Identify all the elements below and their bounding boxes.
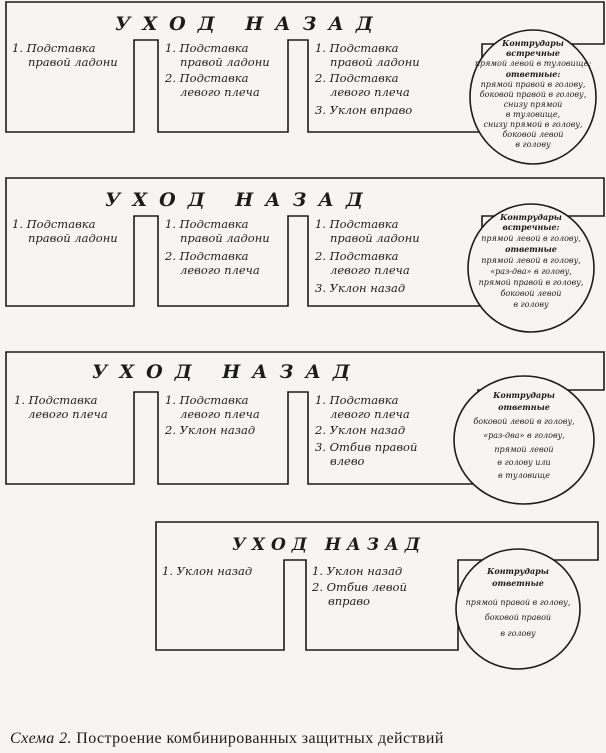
counter-line: ответные xyxy=(492,578,544,588)
step-line: 1. Подставка xyxy=(12,217,96,231)
diagram-3-step-3 xyxy=(314,393,417,468)
step-line: левого плеча xyxy=(330,85,410,99)
counter-line: прямой правой в голову, xyxy=(478,278,584,287)
counter-line: прямой левой в голову, xyxy=(481,234,581,243)
counter-line: в голову xyxy=(513,300,549,309)
step-line: 1. Уклон назад xyxy=(162,564,253,578)
step-line: 1. Подставка xyxy=(165,217,249,231)
step-line: 2. Подставка xyxy=(315,71,399,85)
step-line: правой ладони xyxy=(180,231,270,245)
diagram-1-step-3 xyxy=(314,41,420,117)
step-line: 2. Подставка xyxy=(315,249,399,263)
counter-line: боковой правой в голову, xyxy=(479,90,587,99)
diagram-4 xyxy=(156,522,598,669)
counter-line: боковой левой xyxy=(500,289,562,298)
step-line: 1. Подставка xyxy=(165,393,249,407)
counter-line: прямой левой в туловище; xyxy=(474,59,592,68)
step-line: 3. Отбив правой xyxy=(315,440,418,454)
diagram-3-step-2 xyxy=(164,393,260,437)
counter-line: в туловище xyxy=(498,471,550,480)
diagram-3 xyxy=(6,352,604,504)
caption-text: Построение комбинированных защитных действий xyxy=(76,730,444,747)
counter-line: ответные: xyxy=(505,69,561,79)
counter-line: снизу прямой xyxy=(503,100,563,109)
counter-line: Контрудары xyxy=(493,390,555,400)
counter-line: в голову xyxy=(515,140,551,149)
step-line: левого плеча xyxy=(180,263,260,277)
step-line: влево xyxy=(330,454,365,468)
step-line: 2. Подставка xyxy=(165,249,249,263)
step-line: 1. Подставка xyxy=(12,41,96,55)
step-line: 1. Подставка xyxy=(315,217,399,231)
counter-line: прямой левой xyxy=(494,445,554,454)
counter-line: Контрудары xyxy=(500,212,562,222)
counter-line: боковой левой в голову, xyxy=(473,417,575,426)
counter-line: в голову или xyxy=(497,458,551,467)
counter-line: прямой правой в голову, xyxy=(480,80,586,89)
diagram-1-step-2 xyxy=(164,41,270,99)
step-line: вправо xyxy=(328,594,370,608)
counter-line: «раз-два» в голову, xyxy=(483,431,565,440)
step-line: левого плеча xyxy=(330,407,410,421)
step-line: 1. Подставка xyxy=(315,41,399,55)
figure-caption xyxy=(10,730,606,748)
step-line: 1. Уклон назад xyxy=(312,564,403,578)
diagram-4-step-1 xyxy=(162,564,252,578)
diagram-2-step-2 xyxy=(164,217,270,277)
step-line: 2. Уклон назад xyxy=(165,423,256,437)
counter-line: прямой левой в голову, xyxy=(481,256,581,265)
step-line: левого плеча xyxy=(180,85,260,99)
diagram-1-step-1 xyxy=(12,41,118,69)
step-line: правой ладони xyxy=(28,55,118,69)
diagram-2-step-1 xyxy=(12,217,118,245)
step-line: правой ладони xyxy=(180,55,270,69)
counter-line: боковой левой xyxy=(502,130,564,139)
step-line: правой ладони xyxy=(330,231,420,245)
diagram-3-header: УХОД НАЗАД xyxy=(92,361,362,383)
diagram-4-step-2 xyxy=(311,564,407,608)
diagram-3-step-1 xyxy=(14,393,108,421)
diagram-4-header: УХОД НАЗАД xyxy=(232,535,426,555)
step-line: 1. Подставка xyxy=(315,393,399,407)
counter-line: в туловище, xyxy=(505,110,561,119)
step-line: 1. Подставка xyxy=(165,41,249,55)
step-line: правой ладони xyxy=(330,55,420,69)
counter-line: встречные: xyxy=(502,222,560,232)
step-line: 2. Отбив левой xyxy=(312,580,407,594)
counter-line: в голову xyxy=(500,629,536,638)
step-line: 3. Уклон вправо xyxy=(315,103,413,117)
diagram-2-header: УХОД НАЗАД xyxy=(105,189,375,211)
caption-lead: Схема 2. xyxy=(10,730,72,747)
step-line: 2. Подставка xyxy=(165,71,249,85)
counter-line: ответные xyxy=(498,402,550,412)
counter-line: Контрудары xyxy=(502,38,564,48)
counter-line: «раз-два» в голову, xyxy=(490,267,572,276)
counter-line: Контрудары xyxy=(487,566,549,576)
diagram-2-step-3 xyxy=(314,217,420,295)
step-line: 2. Уклон назад xyxy=(315,423,406,437)
diagram-1-header: УХОД НАЗАД xyxy=(115,13,385,35)
counter-line: ответные xyxy=(505,244,557,254)
step-line: 3. Уклон назад xyxy=(315,281,406,295)
step-line: 1. Подставка xyxy=(14,393,98,407)
step-line: левого плеча xyxy=(330,263,410,277)
diagram-1 xyxy=(6,2,604,164)
step-line: правой ладони xyxy=(28,231,118,245)
counter-line: встречные xyxy=(505,48,561,58)
counter-line: боковой правой xyxy=(484,613,552,622)
diagram-2 xyxy=(6,178,604,332)
step-line: левого плеча xyxy=(180,407,260,421)
counter-line: снизу прямой в голову, xyxy=(483,120,583,129)
counter-line: прямой правой в голову, xyxy=(465,598,571,607)
step-line: левого плеча xyxy=(28,407,108,421)
